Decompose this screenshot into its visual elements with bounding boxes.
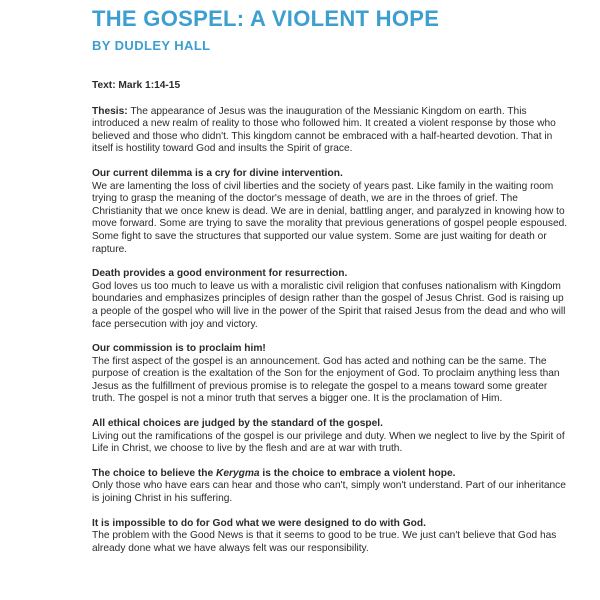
scripture-reference: Text: Mark 1:14-15 [92,80,181,91]
section-body: The problem with the Good News is that it seems to good to be true. We just can't believe that God has already done what we have always felt was our responsibility. [92,530,557,554]
section-heading: Death provides a good environment for resurrection. [92,268,348,280]
section-commission [92,343,570,406]
section-body: Only those who have ears can hear and those who can't, simply won't understand. Part of our inheritance is joining Christ in his suffering. [92,480,566,505]
thesis-body: The appearance of Jesus was the inauguration of the Messianic Kingdom on earth. This introduced a new realm of reality to those who followed him. It created a violent response by those who believed and those who didn't. This kingdom cannot be embraced with a half-hearted devotion. That in itself is hostility toward God and insults the Spirit of grace. [92,105,556,155]
section-heading: The choice to believe the Kerygma is the choice to embrace a violent hope. [92,467,456,479]
section-body: We are lamenting the loss of civil liberties and the society of years past. Like family in the waiting room trying to grasp the meaning of the doctor's message of death, we are in the throes of grief. The Christianity that we once knew is dead. We are in denial, battling anger, and paralyzed in knowing how to move forward. Some are trying to save the morality that previous generations of gospel people espoused. Some fight to save the structures that supported our value system. Some are just waiting for death or rapture. [92,180,568,255]
section-dilemma [92,168,570,256]
section-kerygma [92,468,570,506]
kerygma-term: Kerygma [215,467,260,479]
section-heading: Our commission is to proclaim him! [92,343,266,355]
section-heading: Our current dilemma is a cry for divine intervention. [92,167,343,179]
section-death [92,268,570,331]
section-heading: All ethical choices are judged by the standard of the gospel. [92,418,383,430]
section-ethical-choices [92,418,570,456]
thesis-label: Thesis: [92,105,128,117]
section-impossible [92,518,570,556]
section-body: The first aspect of the gospel is an announcement. God has acted and nothing can be the same. The purpose of creation is the exaltation of the Son for the enjoyment of God. To proclaim anything less than Jesus as the fulfillment of previous promise is to relegate the gospel to a means toward some greater truth. The gospel is not a minor truth that serves a bigger one. It is the proclamation of Him. [92,355,560,405]
article-title: THE GOSPEL: A VIOLENT HOPE [92,6,440,31]
article-body [92,80,570,567]
thesis-paragraph [92,106,570,156]
section-body: Living out the ramifications of the gospel is our privilege and duty. When we neglect to live by the Spirit of Life in Christ, we choose to live by the flesh and are at war with truth. [92,430,565,455]
section-heading: It is impossible to do for God what we were designed to do with God. [92,517,426,529]
article-byline: BY DUDLEY HALL [92,38,211,53]
section-body: God loves us too much to leave us with a moralistic civil religion that confuses nationalism with Kingdom boundaries and emphasizes principles of design rather than the gospel of Jesus Christ. God is raising up a people of the gospel who will live in the power of the Spirit that raised Jesus from the dead and who will face persecution with joy and victory. [92,280,566,330]
